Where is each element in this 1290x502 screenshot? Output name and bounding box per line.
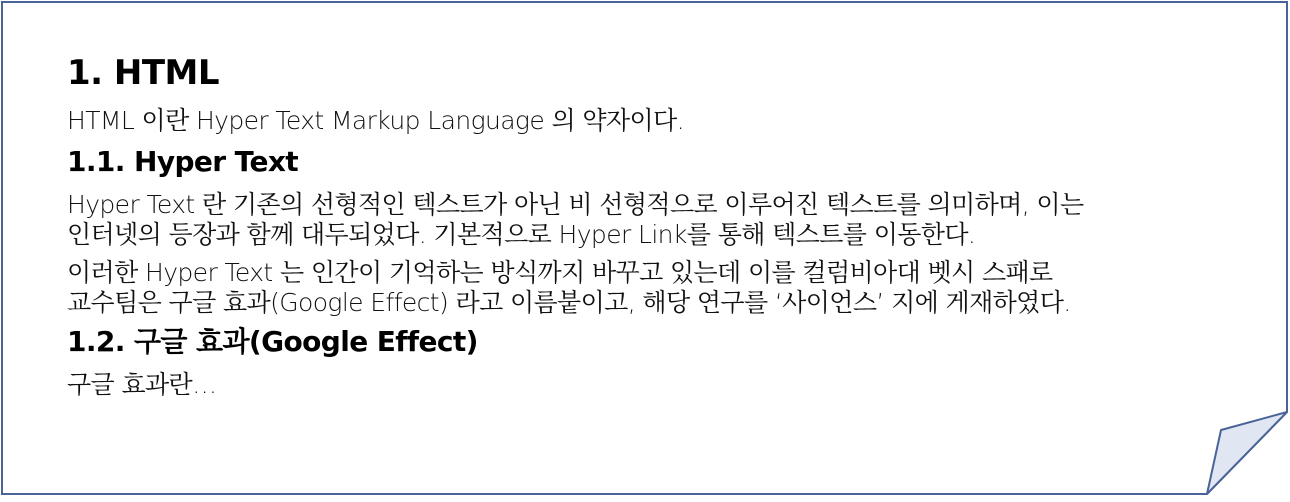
heading-hyper-text: 1.1. Hyper Text	[67, 145, 299, 178]
paragraph-line: Hyper Text 란 기존의 선형적인 텍스트가 아닌 비 선형적으로 이루어진 텍스트를 의미하며, 이는	[67, 190, 1084, 219]
paragraph-memory-change	[67, 258, 1207, 318]
paragraph-line: 이러한 Hyper Text 는 인간이 기억하는 방식까지 바꾸고 있는데 이를 컬럼비아대 벳시 스패로	[67, 258, 1053, 287]
paragraph-hyper-text	[67, 190, 1207, 250]
document-content	[67, 50, 1207, 400]
heading-html: 1. HTML	[67, 53, 220, 93]
paragraph-google-effect	[67, 370, 1207, 400]
paragraph-line: 인터넷의 등장과 함께 대두되었다. 기본적으로 Hyper Link를 통해 텍스트를 이동한다.	[67, 220, 976, 249]
paragraph-line: 구글 효과란…	[67, 370, 217, 399]
heading-google-effect: 1.2. 구글 효과(Google Effect)	[67, 325, 478, 358]
paragraph-line: 교수팀은 구글 효과(Google Effect) 라고 이름붙이고, 해당 연구를 ‘사이언스’ 지에 게재하였다.	[67, 288, 1071, 317]
intro-paragraph: HTML 이란 Hyper Text Markup Language 의 약자이다.	[67, 106, 684, 135]
